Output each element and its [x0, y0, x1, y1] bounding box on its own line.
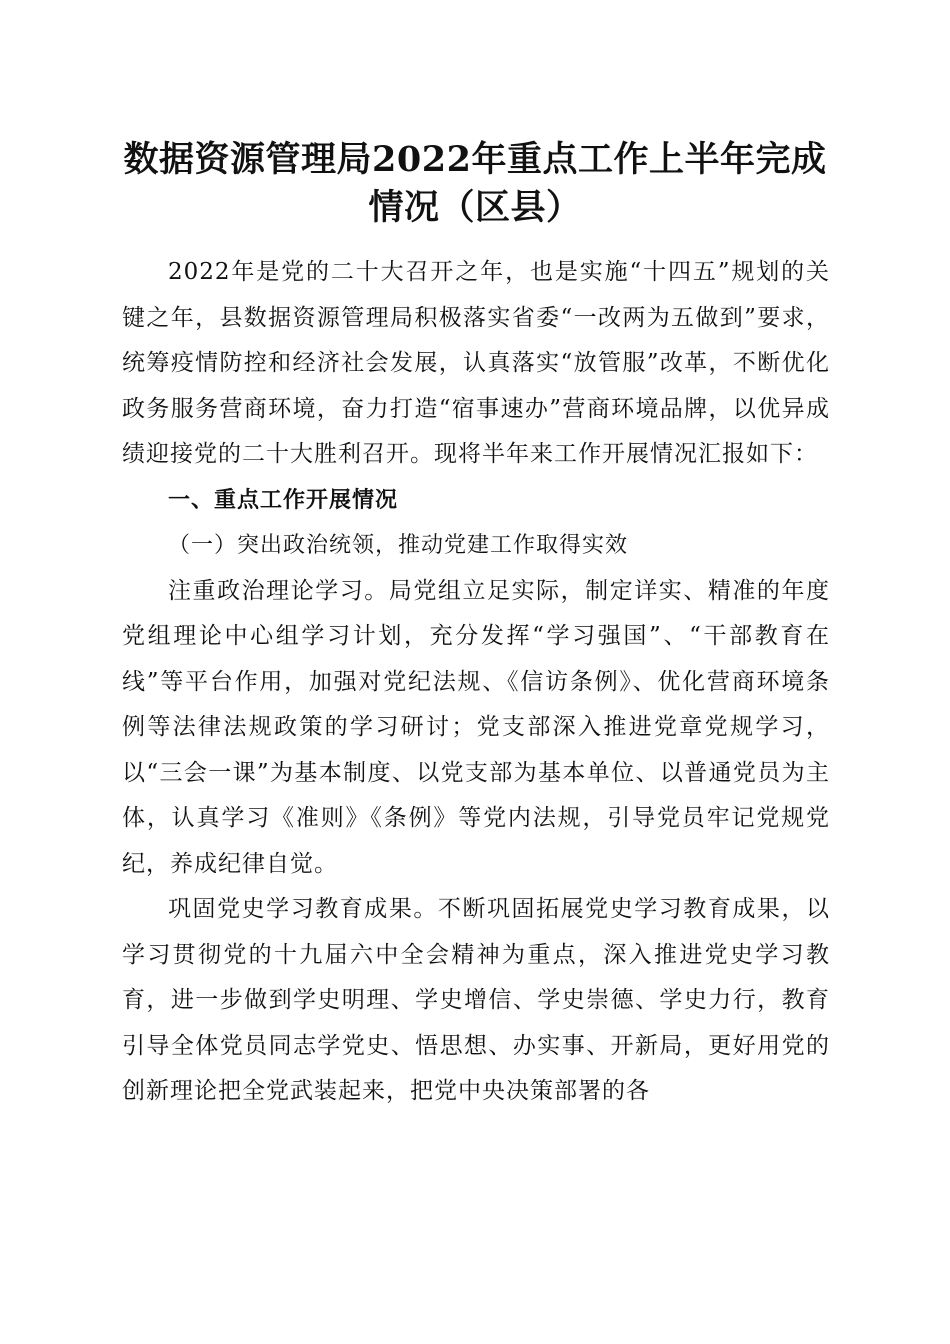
document-title: [100, 136, 850, 232]
intro-paragraph: 2022年是党的二十大召开之年，也是实施“十四五”规划的关键之年，县数据资源管理局积极落实省委“一改两为五做到”要求，统筹疫情防控和经济社会发展，认真落实“放管服”改革，不断优化政务服务营商环境，奋力打造“宿事速办”营商环境品牌，以优异成绩迎接党的二十大胜利召开。现将半年来工作开展情况汇报如下：: [122, 259, 830, 467]
body-paragraph-1: 注重政治理论学习。局党组立足实际，制定详实、精准的年度党组理论中心组学习计划，充分发挥“学习强国”、“干部教育在线”等平台作用，加强对党纪法规、《信访条例》、优化营商环境条例等法律法规政策的学习研讨；党支部深入推进党章党规学习，以“三会一课”为基本制度、以党支部为基本单位、以普通党员为主体，认真学习《准则》《条例》等党内法规，引导党员牢记党规党纪，养成纪律自觉。: [122, 577, 830, 877]
section-heading: 一、重点工作开展情况: [168, 487, 399, 513]
document-body: [122, 250, 830, 1115]
body-paragraph-2: 巩固党史学习教育成果。不断巩固拓展党史学习教育成果，以学习贯彻党的十九届六中全会精神为重点，深入推进党史学习教育，进一步做到学史明理、学史增信、学史崇德、学史力行，教育引导全体党员同志学党史、悟思想、办实事、开新局，更好用党的创新理论把全党武装起来，把党中央决策部署的各: [122, 896, 830, 1104]
subsection-heading: （一）突出政治统领，推动党建工作取得实效: [168, 533, 629, 558]
title-line-1: 数据资源管理局2022年重点工作上半年完成: [123, 139, 827, 180]
title-line-2: 情况（区县）: [368, 187, 582, 228]
